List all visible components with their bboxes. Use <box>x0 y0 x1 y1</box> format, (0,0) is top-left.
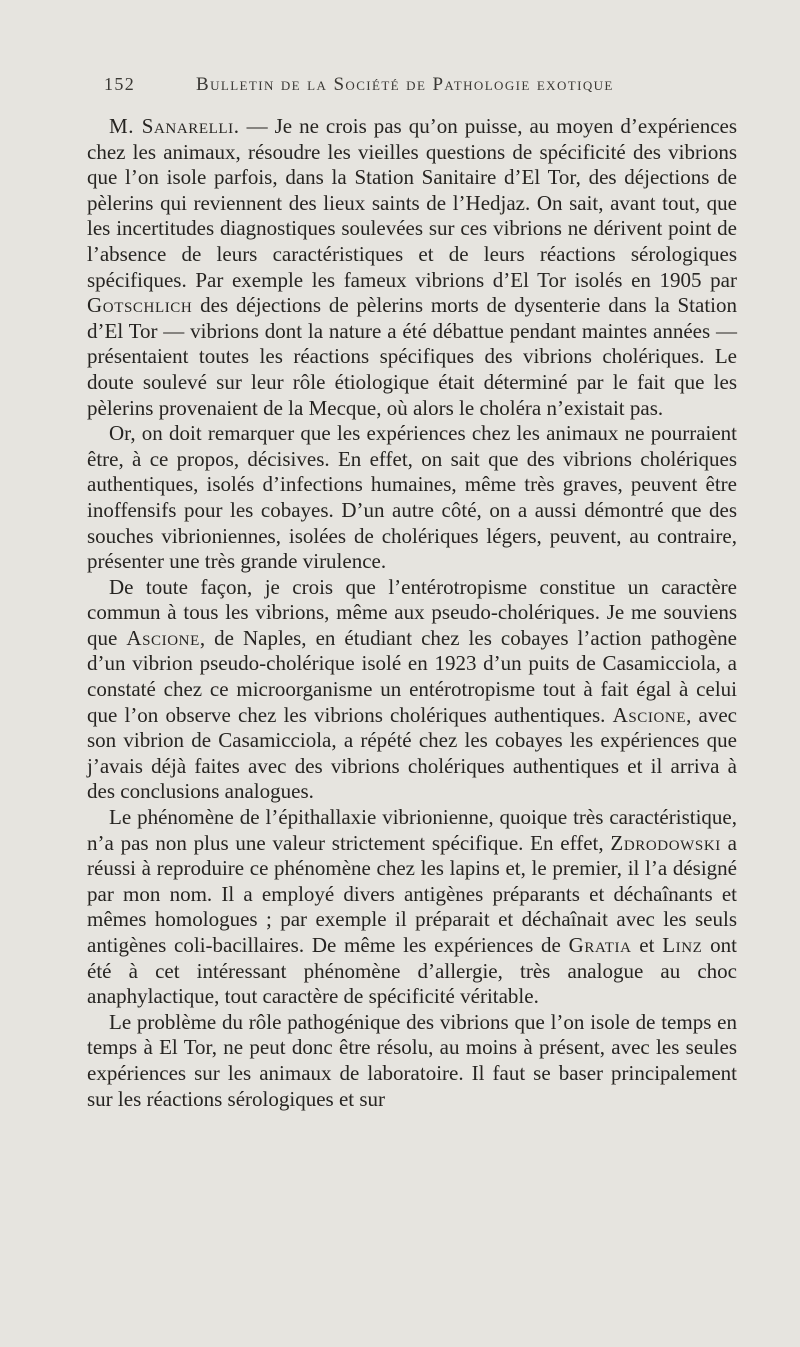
paragraph <box>87 1010 737 1112</box>
author-name: Gotschlich <box>87 293 193 318</box>
text-segment: ont été à cet intéressant phénomène d’allergie, très analogue au choc anaphylactique, tout caractère de spécificité véritable. <box>87 933 738 1009</box>
author-name: Zdrodowski <box>610 830 721 855</box>
running-title: Bulletin de la Société de Pathologie exotique <box>196 74 614 95</box>
paragraph <box>87 805 737 1010</box>
text-segment: , de Naples, en étudiant chez les cobayes l’action pathogène d’un vibrion pseudo-cholérique isolé en 1923 d’un puits de Casamicciola, a constaté chez ce microorganisme un entérotropisme tout à fait égal à celui que l’on observe chez les vibrions cholériques authentiques. <box>87 625 737 727</box>
paragraph <box>87 575 737 805</box>
speaker-name: M. Sanarelli. <box>109 114 240 138</box>
text-segment: Or, on doit remarquer que les expériences chez les animaux ne pourraient être, à ce propos, décisives. En effet, on sait que des vibrions cholériques authentiques, isolés d’infections humaines, même très graves, peuvent être inoffensifs pour les cobayes. D’un autre côté, on a aussi démontré que des souches vibrioniennes, isolées de cholériques légers, peuvent, au contraire, présenter une très grande virulence. <box>87 421 737 574</box>
paragraph <box>87 114 737 421</box>
text-segment: et <box>631 933 663 957</box>
author-name: Ascione <box>612 702 687 727</box>
running-header <box>104 74 740 102</box>
text-segment: Le phénomène de l’épithallaxie vibrionienne, quoique très caractéristique, n’a pas non plus une valeur strictement spécifique. En effet, <box>87 805 737 855</box>
page-number: 152 <box>104 74 136 94</box>
text-segment: Le problème du rôle pathogénique des vibrions que l’on isole de temps en temps à El Tor, ne peut donc être résolu, au moins à présent, avec les seules expériences sur les animaux de laboratoire. Il faut se baser principalement sur les réactions sérologiques et sur <box>87 1009 737 1111</box>
author-name: Linz <box>662 933 703 957</box>
text-segment: des déjections de pèlerins morts de dysenterie dans la Station d’El Tor — vibrions dont la nature a été débattue pendant maintes années — présentaient toutes les réactions spécifiques des vibrions cholériques. Le doute soulevé sur leur rôle étiologique était déterminé par le fait que les pèlerins provenaient de la Mecque, où alors le choléra n’existait pas. <box>87 293 737 420</box>
article-body <box>87 114 737 1112</box>
author-name: Gratia <box>568 933 632 957</box>
paragraph <box>87 421 737 575</box>
author-name: Ascione <box>126 625 200 650</box>
text-segment: — Je ne crois pas qu’on puisse, au moyen d’expériences chez les animaux, résoudre les vieilles questions de spécificité des vibrions que l’on isole parfois, dans la Station Sanitaire d’El Tor, des déjections de pèlerins qui reviennent des lieux saints de l’Hedjaz. On sait, avant tout, que les incertitudes diagnostiques soulevées sur ces vibrions ne dérivent point de l’absence de leurs caractéristiques et de leurs réactions sérologiques spécifiques. Par exemple les fameux vibrions d’El Tor isolés en 1905 par <box>87 114 738 292</box>
text-segment: De toute façon, je crois que l’entérotropisme constitue un caractère commun à tous les vibrions, même aux pseudo-cholériques. Je me souviens que <box>87 574 737 650</box>
text-segment: a réussi à reproduire ce phénomène chez les lapins et, le premier, il l’a désigné par mon nom. Il a employé divers antigènes préparants et déchaînants et mêmes homologues ; par exemple il préparait et déchaînait avec les seuls antigènes coli-bacillaires. De même les expériences de <box>87 830 737 957</box>
text-segment: , avec son vibrion de Casamicciola, a répété chez les cobayes les expériences que j’avais déjà faites avec des vibrions cholériques authentiques et il arriva à des conclusions analogues. <box>87 702 738 804</box>
